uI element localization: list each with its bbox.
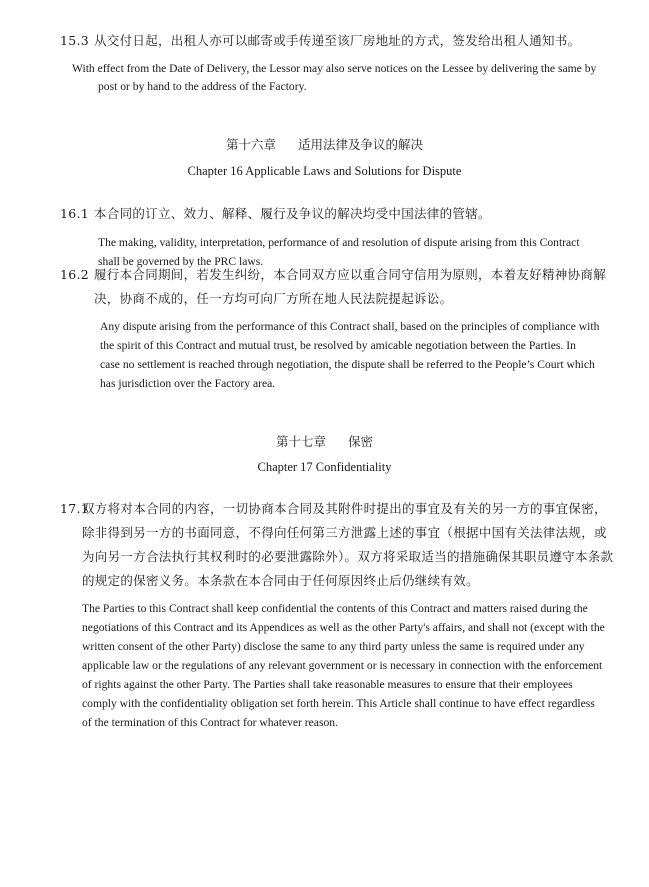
chapter-number: 第十七章 [275,434,326,449]
clause-16-2-en-4 [100,374,640,393]
clause-text: 除非得到另一方的书面同意，不得向任何第三方泄露上述的事宜（根据中国有关法律法规，或 [82,525,607,540]
clause-15-3-en [72,59,632,78]
clause-17-1-zh-2 [82,522,642,544]
clause-line: The making, validity, interpretation, performance of and resolution of dispute arising from this Contract [98,236,580,249]
clause-text: 为向另一方合法执行其权利时的必要泄露除外）。双方将采取适当的措施确保其职员遵守本条款 [82,549,614,564]
clause-number: 17.1 [60,501,90,516]
clause-text: 双方将对本合同的内容，一切协商本合同及其附件时提出的事宜及有关的另一方的事宜保密， [82,501,607,516]
clause-line: The Parties to this Contract shall keep confidential the contents of this Contract and matters raised during the [82,602,588,615]
clause-line: the spirit of this Contract and mutual trust, be resolved by amicable negotiation between the Parties. In [100,339,576,352]
clause-17-1-en-4 [82,656,642,675]
clause-17-1-zh-4 [82,570,642,592]
clause-17-1-zh [60,498,645,520]
chapter-title-en: Chapter 17 Confidentiality [257,460,392,474]
clause-line: With effect from the Date of Delivery, the Lessor may also serve notices on the Lessee by delivering the same by [72,62,597,75]
clause-16-2-en [100,317,640,336]
clause-line: of rights against the other Party. The Parties shall take reasonable measures to ensure that their employees [82,678,573,691]
clause-text: 履行本合同期间，若发生纠纷，本合同双方应以重合同守信用为原则，本着友好精神协商解 [94,267,607,282]
clause-16-2-zh-2 [94,288,634,310]
clause-line: written consent of the other Party) disclose the same to any third party unless the same is required under any [82,640,585,653]
clause-17-1-en [82,599,642,618]
clause-line: of the termination of this Contract for whatever reason. [82,716,338,729]
clause-17-1-en-2 [82,618,642,637]
clause-16-2-zh [60,264,640,286]
clause-17-1-en-5 [82,675,642,694]
clause-17-1-en-6 [82,694,642,713]
chapter-16-en-heading [0,161,649,181]
clause-line: Any dispute arising from the performance of this Contract shall, based on the principles of compliance with [100,320,600,333]
chapter-17-en-heading [0,457,649,477]
clause-line: applicable law or the regulations of any relevant government or is necessary in connection with the enforcement [82,659,603,672]
chapter-number: 第十六章 [225,137,276,152]
clause-number: 15.3 [60,33,90,48]
clause-line: comply with the confidentiality obligation set forth herein. This Article shall continue to have effect regardless [82,697,595,710]
clause-number: 16.2 [60,267,90,282]
clause-text: 从交付日起，出租人亦可以邮寄或手传递至该厂房地址的方式，签发给出租人通知书。 [94,33,581,48]
chapter-title: 适用法律及争议的解决 [298,137,424,152]
clause-line: has jurisdiction over the Factory area. [100,377,276,390]
clause-text: 决，协商不成的，任一方均可向厂方所在地人民法院提起诉讼。 [94,291,453,306]
clause-15-3-en-2 [98,77,618,96]
clause-number: 16.1 [60,206,90,221]
clause-15-3-zh [60,30,630,52]
clause-16-2-en-2 [100,336,640,355]
chapter-title: 保密 [348,434,374,449]
clause-text: 的规定的保密义务。本条款在本合同由于任何原因终止后仍继续有效。 [82,573,479,588]
clause-16-1-zh [60,203,630,225]
clause-17-1-en-7 [82,713,642,732]
clause-line: post or by hand to the address of the Factory. [98,80,307,93]
chapter-17-zh-heading [0,432,649,452]
chapter-16-zh-heading [0,135,649,155]
clause-line: case no settlement is reached through negotiation, the dispute shall be referred to the People’s Court which [100,358,595,371]
clause-17-1-en-3 [82,637,642,656]
clause-16-2-en-3 [100,355,640,374]
clause-line: shall be governed by the PRC laws. [98,255,264,268]
chapter-title-en: Chapter 16 Applicable Laws and Solutions for Dispute [187,164,462,178]
clause-text: 本合同的订立、效力、解释、履行及争议的解决均受中国法律的管辖。 [94,206,491,221]
clause-17-1-zh-3 [82,546,642,568]
clause-16-1-en [98,233,638,252]
clause-line: negotiations of this Contract and its Appendices as well as the other Party's affairs, and shall not (except with the [82,621,605,634]
